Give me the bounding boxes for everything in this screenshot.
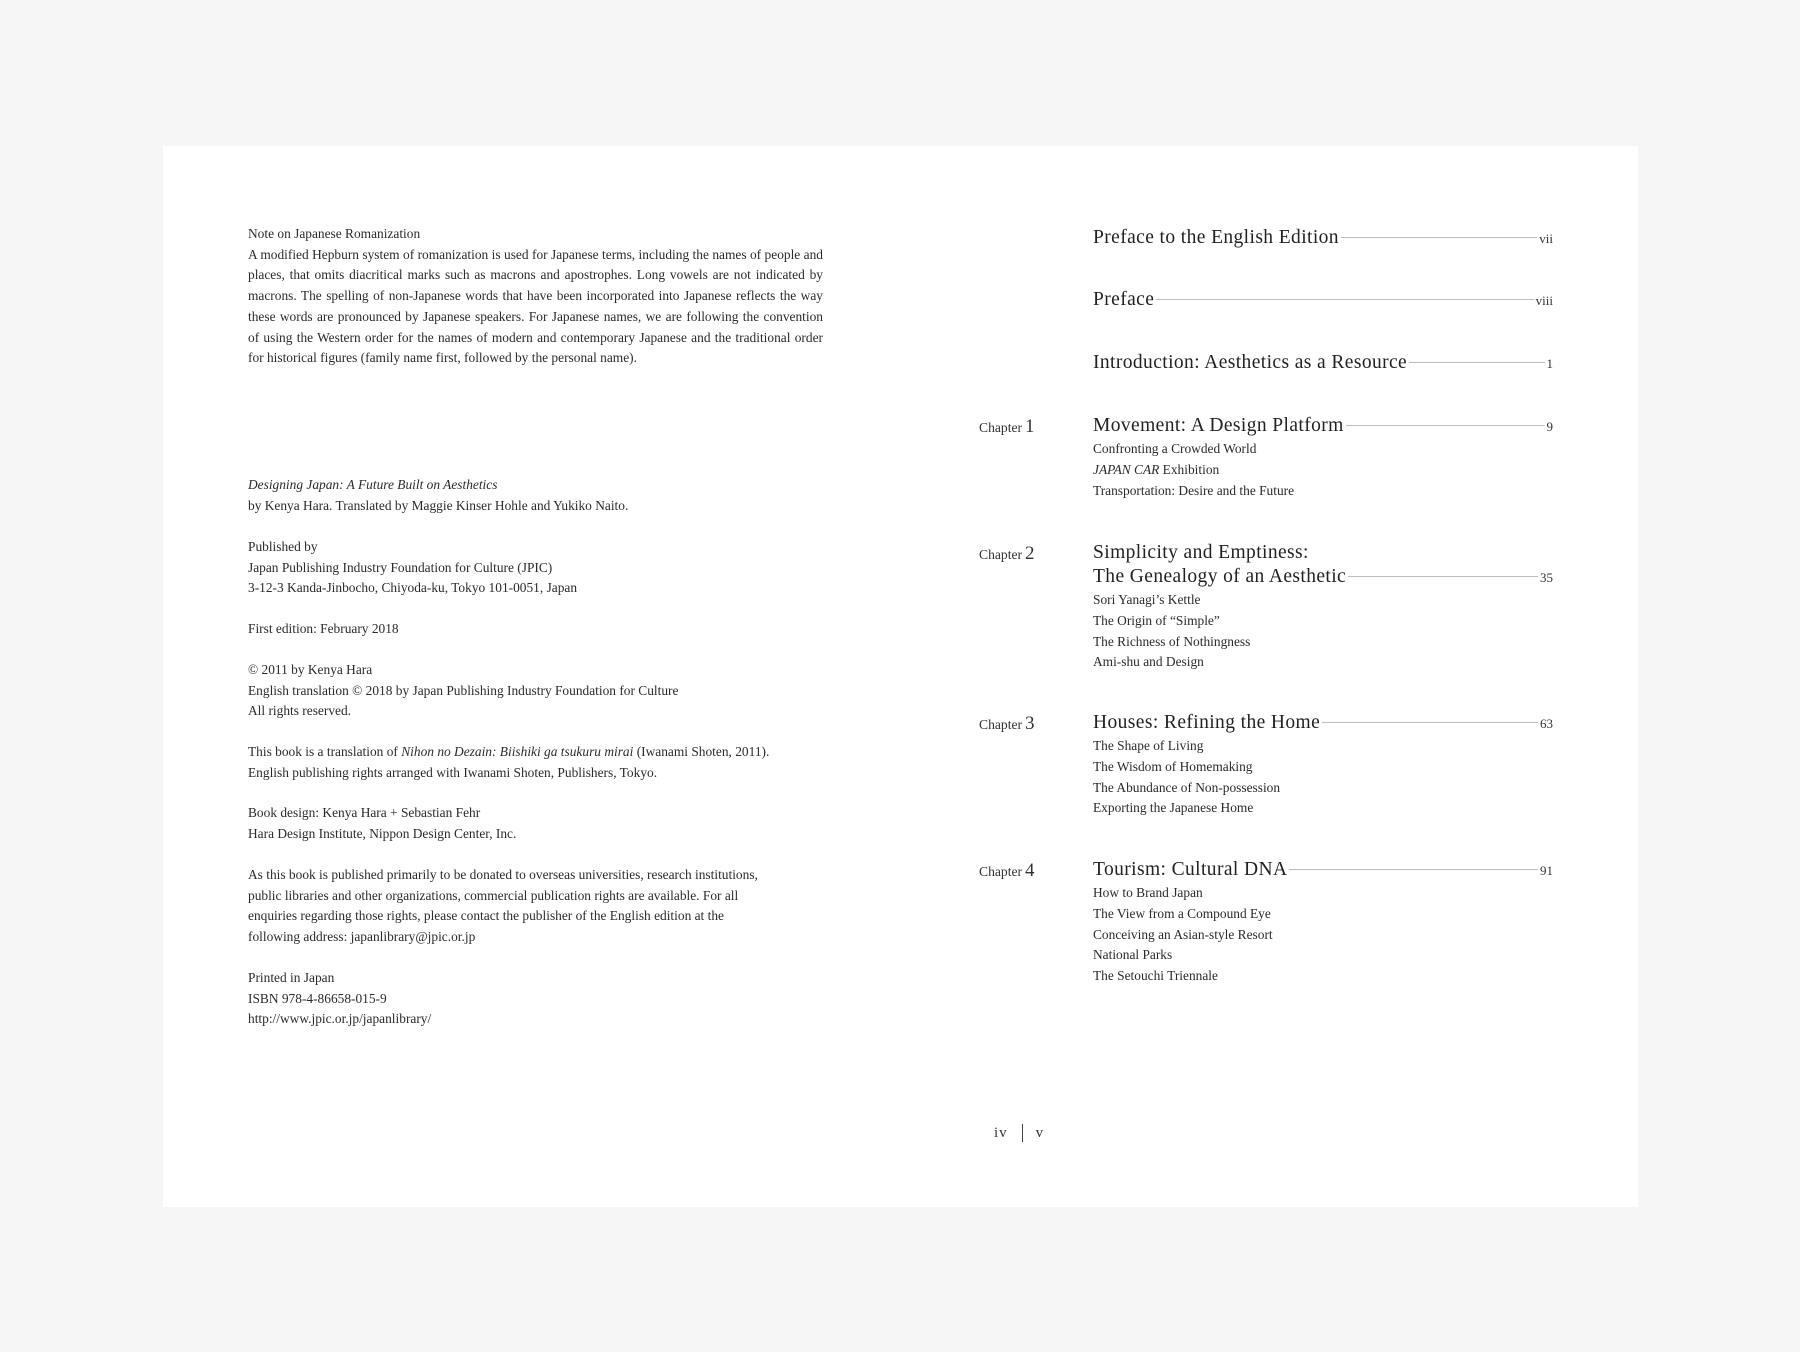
romanization-note-body: A modified Hepburn system of romanization is used for Japanese terms, including the names of people and places, that omits diacritical marks such as macrons and apostrophes. Long vowels are not indicated by macrons. The spelling of non-Japanese words that have been incorporated into Japanese reflects the way these words are pronounced by Japanese speakers. For Japanese names, we are following the convention of using the Western order for the names of modern and contemporary Japanese and the traditional order for historical figures (family name first, followed by the personal name).	[248, 246, 823, 366]
section-item: The View from a Compound Eye	[1093, 905, 1271, 921]
section-item: Confronting a Crowded World	[1093, 441, 1257, 456]
chapter-label	[979, 713, 1035, 735]
first-edition: First edition: February 2018	[248, 621, 399, 636]
printing-block	[248, 968, 823, 1030]
isbn: ISBN 978-4-86658-015-9	[248, 990, 387, 1006]
section-item: Transportation: Desire and the Future	[1093, 482, 1295, 498]
publisher-block	[248, 537, 823, 599]
section-item: Exporting the Japanese Home	[1093, 800, 1254, 816]
section-item: National Parks	[1093, 947, 1173, 963]
design-block	[248, 803, 823, 844]
toc-entry-chapter-1	[1093, 415, 1553, 437]
toc-entry-title: Preface	[1093, 289, 1155, 310]
section-item: The Wisdom of Homemaking	[1093, 758, 1253, 774]
toc-entry-chapter-2-line-1	[1093, 542, 1553, 564]
toc-entry-chapter-3	[1093, 712, 1553, 734]
section-item: The Setouchi Triennale	[1093, 968, 1218, 984]
section-item: The Abundance of Non-possession	[1093, 779, 1281, 795]
chapter-2-sections	[1093, 590, 1553, 673]
printed-in: Printed in Japan	[248, 970, 335, 985]
chapter-number: 2	[1025, 543, 1035, 564]
chapter-3-sections	[1093, 736, 1553, 819]
donation-line: enquiries regarding those rights, please contact the publisher of the English edition at the	[248, 908, 724, 924]
dot-leader	[1289, 869, 1538, 870]
section-item: The Origin of “Simple”	[1093, 612, 1220, 628]
toc-entry-introduction	[1093, 352, 1553, 374]
chapter-title: Movement: A Design Platform	[1093, 415, 1344, 436]
toc-entry-page: 35	[1540, 570, 1553, 585]
chapter-word: Chapter	[979, 420, 1023, 435]
section-item: The Richness of Nothingness	[1093, 633, 1251, 649]
chapter-number: 3	[1025, 713, 1035, 734]
chapter-word: Chapter	[979, 717, 1023, 732]
toc-entry-title: Introduction: Aesthetics as a Resource	[1093, 352, 1408, 373]
section-item: How to Brand Japan	[1093, 885, 1203, 900]
toc-entry-page: 63	[1540, 716, 1553, 731]
chapter-number: 1	[1025, 416, 1035, 437]
original-title: Nihon no Dezain: Biishiki ga tsukuru mirai	[401, 744, 634, 759]
section-item: Ami-shu and Design	[1093, 654, 1204, 670]
chapter-1-sections	[1093, 439, 1553, 501]
toc-entry-title: Preface to the English Edition	[1093, 227, 1339, 248]
copyright-original: © 2011 by Kenya Hara	[248, 662, 373, 677]
chapter-number: 4	[1025, 860, 1035, 881]
section-item: Sori Yanagi’s Kettle	[1093, 592, 1201, 607]
copyright-translation: English translation © 2018 by Japan Publishing Industry Foundation for Culture	[248, 682, 679, 698]
toc-entry-preface	[1093, 289, 1553, 311]
chapter-label	[979, 860, 1035, 882]
donation-line: following address: japanlibrary@jpic.or.jp	[248, 929, 476, 945]
chapter-label	[979, 543, 1035, 565]
chapter-4-sections	[1093, 883, 1553, 987]
translation-prefix: This book is a translation of	[248, 744, 402, 759]
byline: by Kenya Hara. Translated by Maggie Kinser Hohle and Yukiko Naito.	[248, 497, 629, 513]
toc-entry-page: 91	[1540, 863, 1553, 878]
rights-reserved: All rights reserved.	[248, 703, 352, 719]
publisher-address: 3-12-3 Kanda-Jinbocho, Chiyoda-ku, Tokyo 101-0051, Japan	[248, 580, 578, 596]
right-page-number: v	[1035, 1124, 1045, 1141]
dot-leader	[1409, 362, 1544, 363]
toc-entry-chapter-2	[1093, 566, 1553, 588]
donation-line: As this book is published primarily to be donated to overseas universities, research institutions,	[248, 867, 758, 882]
dot-leader	[1322, 722, 1538, 723]
chapter-word: Chapter	[979, 547, 1023, 562]
toc-entry-chapter-4	[1093, 859, 1553, 881]
dot-leader	[1346, 425, 1545, 426]
romanization-note-heading: Note on Japanese Romanization	[248, 226, 421, 241]
toc-entry-page: 9	[1546, 419, 1553, 434]
publisher-name: Japan Publishing Industry Foundation for Culture (JPIC)	[248, 559, 553, 575]
translation-source	[248, 742, 823, 763]
translation-block	[248, 742, 823, 783]
toc-entry-page: vii	[1539, 231, 1553, 246]
book-design-credit: Book design: Kenya Hara + Sebastian Fehr	[248, 805, 481, 820]
dot-leader	[1156, 299, 1533, 300]
translation-suffix: (Iwanami Shoten, 2011).	[633, 744, 770, 759]
publishing-rights: English publishing rights arranged with Iwanami Shoten, Publishers, Tokyo.	[248, 764, 658, 780]
edition-block	[248, 619, 823, 640]
design-institute: Hara Design Institute, Nippon Design Center, Inc.	[248, 825, 517, 841]
chapter-title: Simplicity and Emptiness:	[1093, 542, 1309, 563]
chapter-title: Tourism: Cultural DNA	[1093, 859, 1288, 880]
toc-entry-preface-english	[1093, 227, 1553, 249]
title-block	[248, 475, 823, 516]
left-page-number: iv	[994, 1124, 1008, 1141]
chapter-label	[979, 416, 1035, 438]
folio-separator	[1022, 1124, 1023, 1142]
book-title: Designing Japan: A Future Built on Aesthetics	[248, 477, 498, 492]
copyright-block	[248, 660, 823, 722]
publisher-url: http://www.jpic.or.jp/japanlibrary/	[248, 1011, 432, 1027]
section-item: JAPAN CAR Exhibition	[1093, 461, 1220, 477]
dot-leader	[1348, 576, 1538, 577]
donation-block	[248, 865, 823, 948]
published-by-label: Published by	[248, 539, 318, 554]
section-item-italic: JAPAN CAR	[1093, 461, 1160, 477]
chapter-word: Chapter	[979, 864, 1023, 879]
copyright-page	[248, 224, 823, 1027]
toc-entry-page: viii	[1535, 293, 1553, 308]
chapter-title: The Genealogy of an Aesthetic	[1093, 566, 1347, 587]
chapter-title: Houses: Refining the Home	[1093, 712, 1321, 733]
section-item: The Shape of Living	[1093, 738, 1204, 753]
toc-entry-page: 1	[1546, 356, 1553, 371]
donation-line: public libraries and other organizations, commercial publication rights are available. For all	[248, 887, 739, 903]
page-numbers	[994, 1124, 1044, 1142]
section-item: Conceiving an Asian-style Resort	[1093, 926, 1273, 942]
dot-leader	[1341, 237, 1537, 238]
